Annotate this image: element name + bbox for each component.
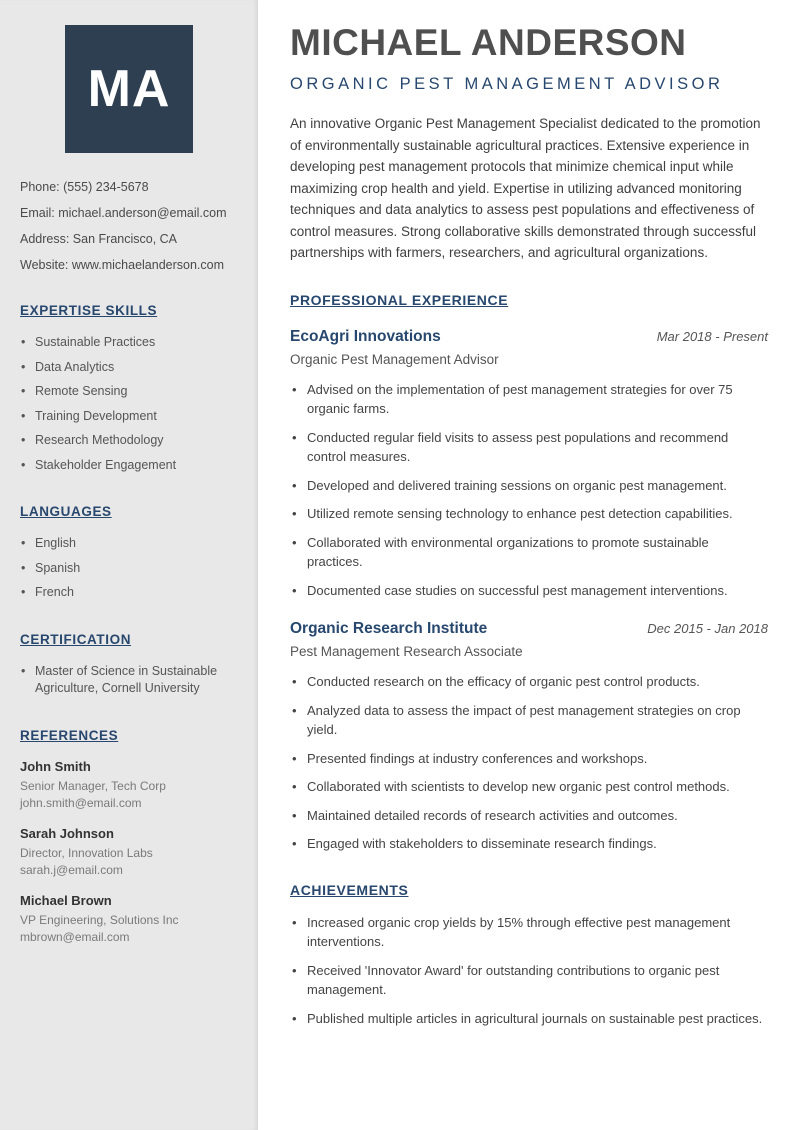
certification-section [20,632,238,698]
achievements-list [290,913,768,1029]
references-section [20,728,238,946]
experience-section [290,292,768,854]
contact-line: Email: michael.anderson@email.com [20,206,227,220]
skill-item: • Training Development [20,408,238,426]
languages-heading: LANGUAGES [20,504,112,519]
job-bullet: • Analyzed data to assess the impact of pest management strategies on crop yield. [290,701,768,740]
reference-title: Director, Innovation Labs [20,845,153,860]
job-title-subtitle: ORGANIC PEST MANAGEMENT ADVISOR [290,75,724,93]
skill-item: • Stakeholder Engagement [20,457,238,475]
reference-title: VP Engineering, Solutions Inc [20,912,179,927]
achievements-section [290,882,768,1029]
reference-entry [20,759,238,812]
reference-entry [20,826,238,879]
skills-section [20,303,238,474]
sidebar [0,0,258,1130]
reference-name: Sarah Johnson [20,825,114,841]
monogram-initials: MA [87,60,171,118]
company-name: Organic Research Institute [290,620,488,637]
certification-item: • Master of Science in Sustainable Agriculture, Cornell University [20,663,238,698]
job-bullet: • Maintained detailed records of research activities and outcomes. [290,806,768,826]
reference-name: Michael Brown [20,892,112,908]
monogram-avatar [65,25,193,153]
job-bullet: • Conducted research on the efficacy of organic pest control products. [290,672,768,692]
job-bullet: • Utilized remote sensing technology to enhance pest detection capabilities. [290,504,768,524]
reference-name: John Smith [20,758,91,774]
languages-list [20,535,238,602]
skill-item: • Research Methodology [20,432,238,450]
certification-list [20,663,238,698]
job-header [290,620,768,638]
job-bullet: • Collaborated with environmental organizations to promote sustainable practices. [290,533,768,572]
job-header [290,328,768,346]
job-bullets [290,380,768,601]
job-bullet: • Collaborated with scientists to develop new organic pest control methods. [290,777,768,797]
contact-line: Address: San Francisco, CA [20,232,178,246]
job-bullet: • Presented findings at industry conferences and workshops. [290,749,768,769]
reference-email: john.smith@email.com [20,795,142,810]
skill-item: • Data Analytics [20,359,238,377]
job-position: Organic Pest Management Advisor [290,351,499,367]
skills-list [20,334,238,474]
job-bullet: • Developed and delivered training sessions on organic pest management. [290,476,768,496]
job-bullets [290,672,768,854]
language-item: • Spanish [20,560,238,578]
references-heading: REFERENCES [20,727,119,743]
language-item: • French [20,584,238,602]
job-bullet: • Documented case studies on successful pest management interventions. [290,581,768,601]
achievement-bullet: • Increased organic crop yields by 15% through effective pest management interventions. [290,913,768,952]
job-position: Pest Management Research Associate [290,644,523,659]
contact-list [20,180,238,273]
reference-entry [20,893,238,946]
language-item: • English [20,535,238,553]
experience-heading: PROFESSIONAL EXPERIENCE [290,291,509,308]
job-dates: Dec 2015 - Jan 2018 [647,621,768,636]
reference-title: Senior Manager, Tech Corp [20,778,166,793]
reference-email: sarah.j@email.com [20,862,123,877]
job-bullet: • Engaged with stakeholders to disseminate research findings. [290,834,768,854]
job-dates: Mar 2018 - Present [656,328,768,344]
languages-section [20,504,238,602]
references-list [20,759,238,946]
main-column [258,0,800,1130]
summary-paragraph: An innovative Organic Pest Management Specialist dedicated to the promotion of environmentally sustainable agricultural practices. Extensive experience in developing pest management protocols that minimize chemical input while maximizing crop health and yield. Expertise in utilizing advanced monitoring techniques and data analytics to assess pest populations and effectiveness of control measures. Strong collaborative skills demonstrated through successful partnerships with farmers, researchers, and agricultural organizations. [290,116,761,260]
skills-heading: EXPERTISE SKILLS [20,303,158,318]
job-entry [290,620,768,854]
skill-item: • Sustainable Practices [20,334,238,352]
job-entry [290,328,768,601]
skill-item: • Remote Sensing [20,383,238,401]
company-name: EcoAgri Innovations [290,327,441,345]
contact-line: Phone: (555) 234-5678 [20,180,149,194]
jobs-list [290,328,768,854]
contact-line: Website: www.michaelanderson.com [20,258,225,272]
job-bullet: • Conducted regular field visits to assess pest populations and recommend control measures. [290,428,768,467]
achievement-bullet: • Published multiple articles in agricultural journals on sustainable pest practices. [290,1009,768,1029]
page-title: MICHAEL ANDERSON [290,22,687,63]
certification-heading: CERTIFICATION [20,631,132,647]
job-bullet: • Advised on the implementation of pest management strategies for over 75 organic farms. [290,380,768,419]
achievements-heading: ACHIEVEMENTS [290,881,409,898]
achievement-bullet: • Received 'Innovator Award' for outstanding contributions to organic pest management. [290,961,768,1000]
reference-email: mbrown@email.com [20,929,130,944]
